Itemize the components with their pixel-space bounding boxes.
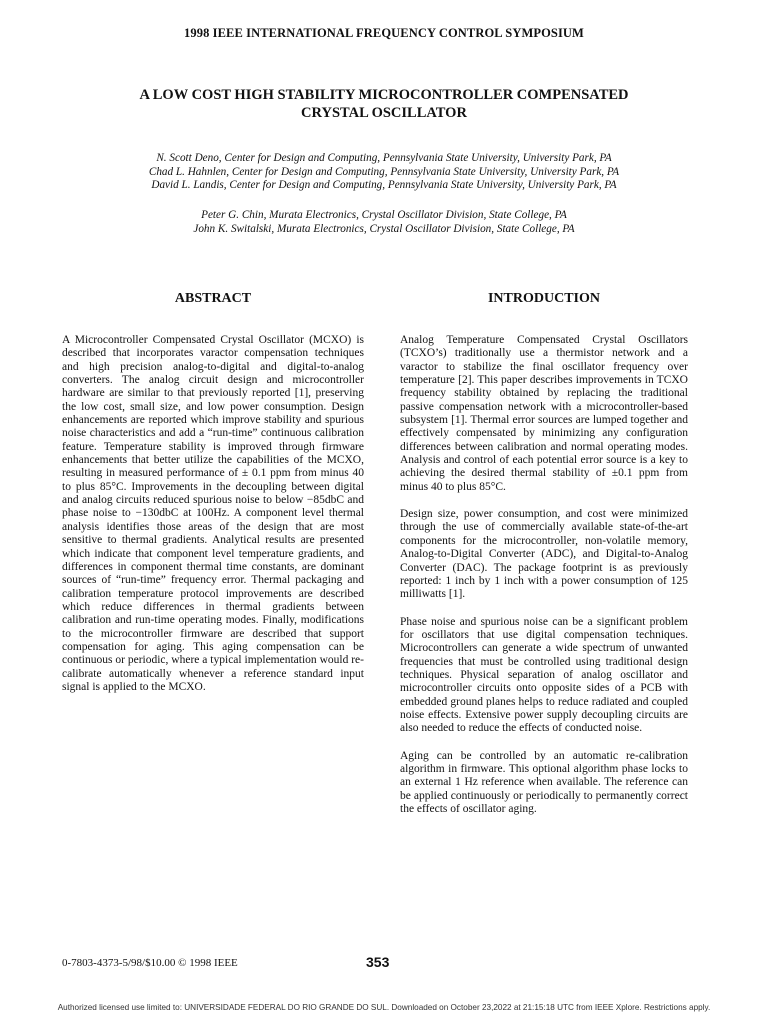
author-list-murata (40, 209, 728, 236)
intro-paragraph: Aging can be controlled by an automatic re-calibration algorithm in firmware. This optional algorithm phase locks to an external 1 Hz reference when available. The reference can be applied continuously or periodically to permanently correct the effects of oscillator aging. (400, 749, 688, 815)
conference-header: 1998 IEEE INTERNATIONAL FREQUENCY CONTROL SYMPOSIUM (184, 26, 584, 40)
introduction-heading: INTRODUCTION (487, 291, 600, 306)
copyright-notice: 0-7803-4373-5/98/$10.00 © 1998 IEEE (62, 957, 238, 969)
author-list-psu (40, 152, 728, 193)
author-line: Chad L. Hahnlen, Center for Design and Computing, Pennsylvania State University, University Park, PA (148, 165, 620, 178)
page-number: 353 (366, 954, 390, 970)
author-line: Peter G. Chin, Murata Electronics, Crystal Oscillator Division, State College, PA (201, 209, 567, 221)
author-line: N. Scott Deno, Center for Design and Computing, Pennsylvania State University, University Park, PA (156, 152, 612, 164)
abstract-column (62, 334, 364, 708)
intro-paragraph: Phase noise and spurious noise can be a significant problem for oscillators that use digital compensation techniques. Microcontrollers can generate a wide spectrum of unwanted frequencies that must be controlled using traditional design techniques. Physical separation of analog oscillator and microcontroller circuits onto opposite sides of a PCB with embedded ground planes helps to reduce radiated and coupled noise effects. Extensive power supply decoupling circuits are also needed to reduce the effects of conducted noise. (400, 615, 688, 735)
license-notice: Authorized licensed use limited to: UNIVERSIDADE FEDERAL DO RIO GRANDE DO SUL. Downloaded on October 23,2022 at 21:15:18 UTC from IEEE Xplore. Restrictions apply. (57, 1003, 711, 1012)
paper-title (60, 86, 708, 122)
abstract-heading: ABSTRACT (174, 291, 252, 306)
intro-paragraph: Analog Temperature Compensated Crystal Oscillators (TCXO’s) traditionally use a thermistor network and a varactor to stabilize the final oscillator frequency over temperature [2]. This paper describes improvements in TCXO frequency stability obtained by replacing the traditional passive compensation network with a microcontroller-based subsystem [1]. Thermal error sources are lumped together and effectively compensated by minimizing any configuration differences between calibration and normal operating modes. Analysis and control of each potential error source is a key to achieving the desired thermal stability of ±0.1 ppm from minus 40 to plus 85°C. (400, 334, 688, 493)
paper-title-line1: A LOW COST HIGH STABILITY MICROCONTROLLER COMPENSATED (139, 87, 629, 103)
author-line: John K. Switalski, Murata Electronics, Crystal Oscillator Division, State College, PA (193, 222, 575, 235)
paper-title-line2: CRYSTAL OSCILLATOR (301, 105, 467, 121)
abstract-text: A Microcontroller Compensated Crystal Oscillator (MCXO) is described that incorporates varactor compensation techniques and high precision analog-to-digital and digital-to-analog converters. The analog circuit design and microcontroller hardware are similar to that previously reported [1], preserving the low cost, small size, and low power consumption. Design enhancements are reported which improve stability and spurious noise characteristics and add a “run-time” continuous calibration feature. Temperature stability is improved through firmware enhancements that better utilize the capabilities of the MCXO, resulting in measured performance of ± 0.1 ppm from minus 40 to plus 85°C. Improvements in the decoupling between digital and analog circuits reduced spurious noise to below −85dbC and phase noise to −130dbC at 100Hz. A component level thermal analysis identifies those areas of the design that are most sensitive to thermal gradients. Analytical results are presented which indicate that component level temperature gradients, and differences in component thermal time constants, are dominant sources of “run-time” frequency error. Thermal packaging and calibration temperature protocol improvements are described which reduce differences in thermal gradients between calibration and run-time operating modes. Finally, modifications to the microcontroller firmware are described that support compensation for aging. This aging compensation can be continuous or periodic, where a typical implementation would re-calibrate automatically whenever a reference standard input signal is applied to the MCXO. (62, 334, 364, 693)
intro-paragraph: Design size, power consumption, and cost were minimized through the use of commercially available state-of-the-art components for the microcontroller, non-volatile memory, Analog-to-Digital Converter (ADC), and Digital-to-Analog Converter (DAC). The package footprint is as previously reported: 1 inch by 1 inch with a power consumption of 125 milliwatts [1]. (400, 508, 688, 601)
introduction-column (400, 334, 688, 830)
author-line: David L. Landis, Center for Design and Computing, Pennsylvania State University, University Park, PA (151, 179, 617, 191)
